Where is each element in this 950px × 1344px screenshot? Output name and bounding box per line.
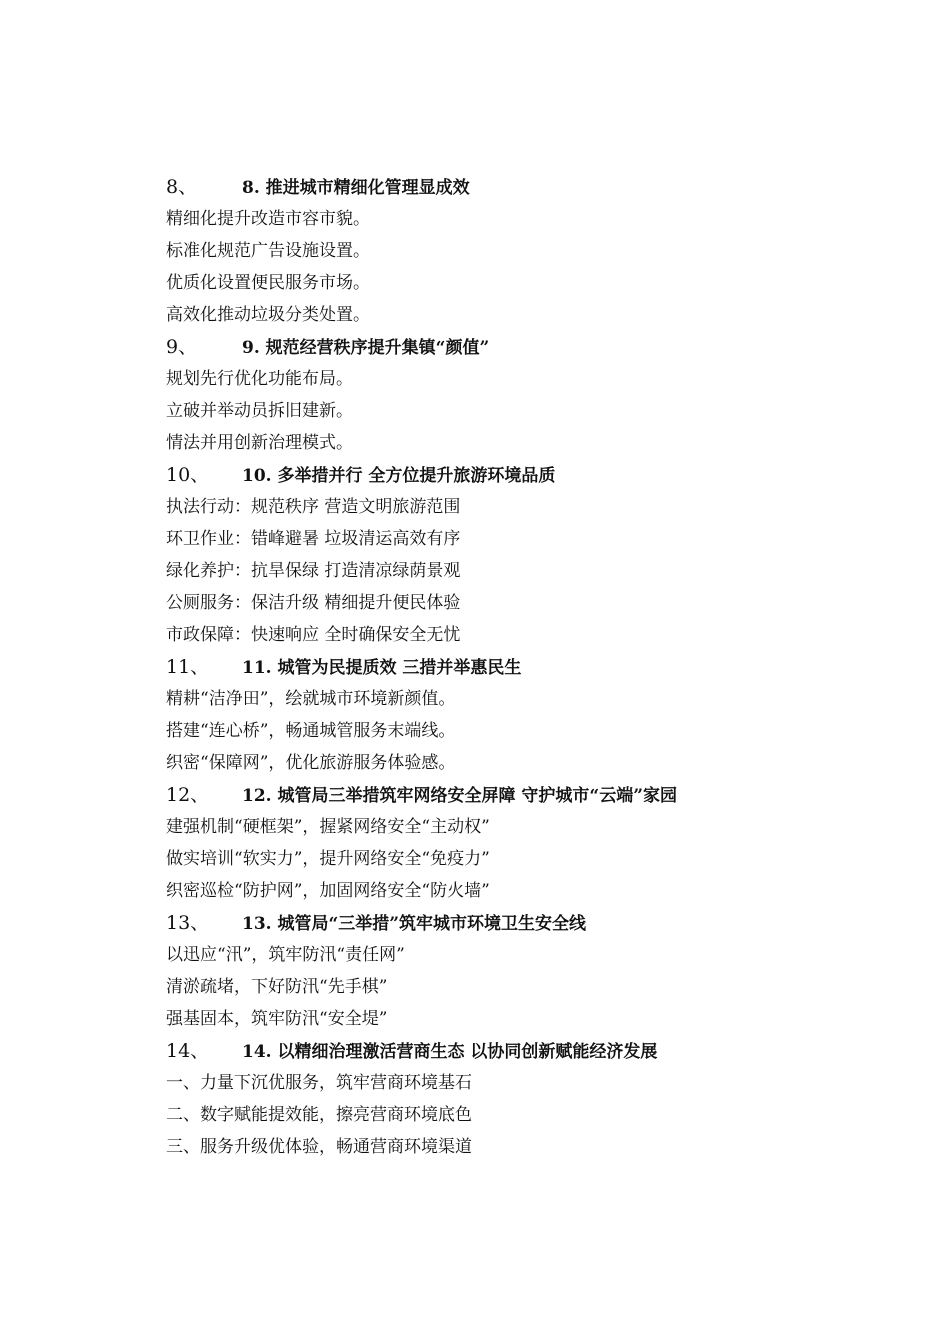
- section-title: 11. 城管为民提质效 三措并举惠民生: [242, 658, 522, 678]
- section-line: 执法行动：规范秩序 营造文明旅游范围: [166, 497, 461, 517]
- section-line: 三、服务升级优体验，畅通营商环境渠道: [166, 1137, 472, 1157]
- section-number: 12、: [166, 784, 210, 806]
- section-line: 立破并举动员拆旧建新。: [166, 401, 353, 421]
- section-line: 精耕“洁净田”，绘就城市环境新颜值。: [166, 689, 456, 709]
- section-heading: [166, 331, 886, 363]
- section-line: 织密“保障网”，优化旅游服务体验感。: [166, 753, 456, 773]
- section-title: 8. 推进城市精细化管理显成效: [242, 178, 470, 198]
- section-number: 9、: [166, 336, 198, 358]
- section-line: 公厕服务：保洁升级 精细提升便民体验: [166, 593, 461, 613]
- section-line: 强基固本，筑牢防汛“安全堤”: [166, 1009, 388, 1029]
- section-number: 10、: [166, 464, 210, 486]
- section-line: 环卫作业：错峰避暑 垃圾清运高效有序: [166, 529, 461, 549]
- section-line: 绿化养护：抗旱保绿 打造清凉绿荫景观: [166, 561, 461, 581]
- section-heading: [166, 907, 886, 939]
- section-number: 14、: [166, 1040, 210, 1062]
- section-line: 高效化推动垃圾分类处置。: [166, 305, 370, 325]
- section-line: 优质化设置便民服务市场。: [166, 273, 370, 293]
- section-title: 9. 规范经营秩序提升集镇“颜值”: [242, 338, 490, 358]
- section-line: 以迅应“汛”，筑牢防汛“责任网”: [166, 945, 405, 965]
- section-number: 11、: [166, 656, 210, 678]
- section-title: 10. 多举措并行 全方位提升旅游环境品质: [242, 466, 556, 486]
- section-heading: [166, 651, 886, 683]
- section-line: 规划先行优化功能布局。: [166, 369, 353, 389]
- section-heading: [166, 459, 886, 491]
- section-line: 清淤疏堵，下好防汛“先手棋”: [166, 977, 388, 997]
- section-line: 二、数字赋能提效能，擦亮营商环境底色: [166, 1105, 472, 1125]
- section-heading: [166, 1035, 886, 1067]
- section-number: 13、: [166, 912, 210, 934]
- section-line: 织密巡检“防护网”，加固网络安全“防火墙”: [166, 881, 490, 901]
- section-number: 8、: [166, 176, 198, 198]
- section-heading: [166, 171, 886, 203]
- section-line: 做实培训“软实力”，提升网络安全“免疫力”: [166, 849, 490, 869]
- section-line: 情法并用创新治理模式。: [166, 433, 353, 453]
- section-title: 14. 以精细治理激活营商生态 以协同创新赋能经济发展: [242, 1042, 658, 1062]
- section-line: 市政保障：快速响应 全时确保安全无忧: [166, 625, 461, 645]
- section-line: 精细化提升改造市容市貌。: [166, 209, 370, 229]
- section-line: 搭建“连心桥”，畅通城管服务末端线。: [166, 721, 456, 741]
- section-line: 标准化规范广告设施设置。: [166, 241, 370, 261]
- section-line: 一、力量下沉优服务，筑牢营商环境基石: [166, 1073, 472, 1093]
- document-body: [166, 171, 886, 1163]
- section-heading: [166, 779, 886, 811]
- section-line: 建强机制“硬框架”，握紧网络安全“主动权”: [166, 817, 490, 837]
- section-title: 12. 城管局三举措筑牢网络安全屏障 守护城市“云端”家园: [242, 786, 677, 806]
- section-title: 13. 城管局“三举措”筑牢城市环境卫生安全线: [242, 914, 587, 934]
